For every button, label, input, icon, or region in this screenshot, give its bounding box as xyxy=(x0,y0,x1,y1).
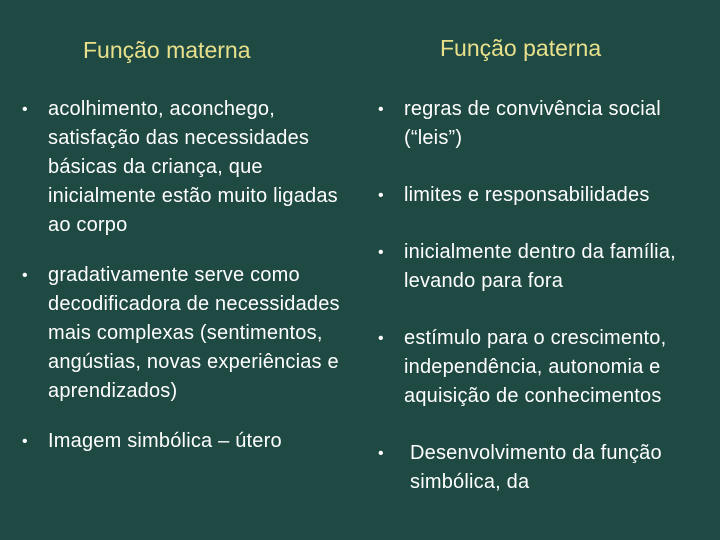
maternal-function-list xyxy=(22,95,352,456)
list-item-text: inicialmente dentro da família, levando para fora xyxy=(404,241,676,292)
maternal-function-heading: Função materna xyxy=(83,37,251,63)
bullet-icon: • xyxy=(378,445,384,462)
list-item xyxy=(378,238,708,296)
list-item-text: Imagem simbólica – útero xyxy=(48,430,282,452)
list-item-text: Desenvolvimento da função simbólica, da xyxy=(410,442,662,493)
list-item xyxy=(378,181,708,210)
bullet-icon: • xyxy=(378,187,384,204)
list-item xyxy=(378,95,708,153)
bullet-icon: • xyxy=(378,330,384,347)
list-item-text: acolhimento, aconchego, satisfação das necessidades básicas da criança, que inicialmente estão muito ligadas ao corpo xyxy=(48,98,338,236)
list-item xyxy=(22,427,352,456)
paternal-function-list xyxy=(378,95,708,497)
list-item xyxy=(22,261,352,406)
bullet-icon: • xyxy=(22,267,28,284)
list-item-text: estímulo para o crescimento, independência, autonomia e aquisição de conhecimentos xyxy=(404,327,667,407)
list-item xyxy=(378,324,708,411)
bullet-icon: • xyxy=(22,433,28,450)
list-item-text: regras de convivência social (“leis”) xyxy=(404,98,661,149)
list-item-text: limites e responsabilidades xyxy=(404,184,650,206)
paternal-function-heading: Função paterna xyxy=(440,35,602,61)
list-item xyxy=(378,439,708,497)
list-item-text: gradativamente serve como decodificadora de necessidades mais complexas (sentimentos, angústias, novas experiências e aprendizados) xyxy=(48,264,340,402)
list-item xyxy=(22,95,352,240)
bullet-icon: • xyxy=(378,101,384,118)
bullet-icon: • xyxy=(22,101,28,118)
bullet-icon: • xyxy=(378,244,384,261)
